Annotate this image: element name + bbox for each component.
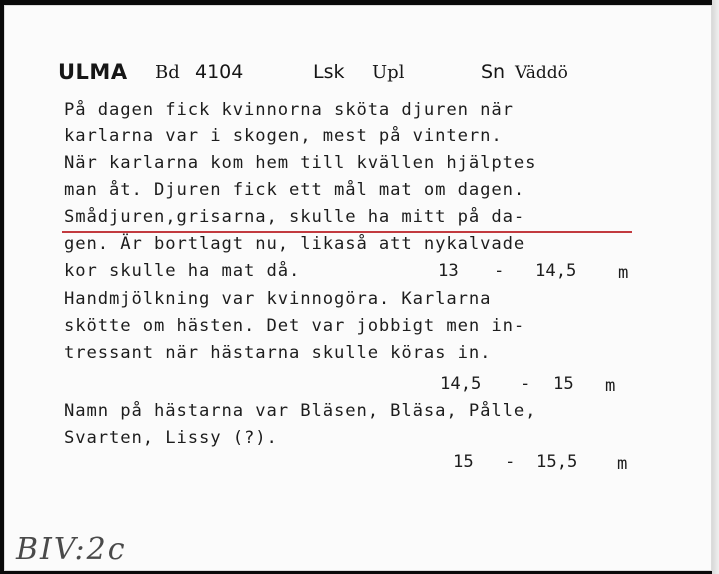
text-line: På dagen fick kvinnorna sköta djuren när: [64, 100, 514, 120]
measure-to: 14,5: [535, 261, 577, 281]
landskap-value: Upl: [372, 62, 405, 83]
red-underline: [62, 231, 632, 233]
volume-prefix: Bd: [155, 62, 180, 83]
text-line: kor skulle ha mat då.: [64, 261, 301, 281]
text-line: Svarten, Lissy (?).: [64, 428, 278, 448]
card-edge: [712, 0, 719, 574]
measure-unit: m: [605, 376, 616, 396]
archive-card: [4, 5, 712, 571]
card-header: [0, 60, 719, 84]
measure-to: 15,5: [536, 452, 578, 472]
text-line: skötte om hästen. Det var jobbigt men in-: [64, 316, 526, 336]
handwritten-signum: BIV:2c: [16, 532, 127, 567]
text-line: karlarna var i skogen, mest på vintern.: [64, 126, 503, 146]
measure-from: 13: [438, 261, 459, 281]
text-line: Handmjölkning var kvinnogöra. Karlarna: [64, 289, 492, 309]
text-line: Smådjuren,grisarna, skulle ha mitt på da-: [64, 207, 526, 227]
landskap-label: Lsk: [313, 61, 345, 83]
text-line: Namn på hästarna var Bläsen, Bläsa, Pålle,: [64, 401, 537, 421]
measure-from: 14,5: [440, 374, 482, 394]
text-line: När karlarna kom hem till kvällen hjälptes: [64, 153, 537, 173]
measure-to: 15: [553, 374, 574, 394]
measure-from: 15: [453, 452, 474, 472]
measure-dash: -: [520, 374, 531, 394]
text-line: man åt. Djuren fick ett mål mat om dagen.: [64, 180, 526, 200]
measure-unit: m: [617, 454, 628, 474]
measure-dash: -: [494, 261, 505, 281]
text-line: tressant när hästarna skulle köras in.: [64, 343, 492, 363]
volume-number: 4104: [195, 61, 244, 83]
archive-name: ULMA: [58, 60, 128, 84]
measure-unit: m: [618, 263, 629, 283]
socken-value: Väddö: [515, 63, 568, 83]
text-line: gen. Är bortlagt nu, likaså att nykalvade: [64, 234, 526, 254]
measure-dash: -: [505, 452, 516, 472]
socken-label: Sn: [481, 61, 506, 83]
